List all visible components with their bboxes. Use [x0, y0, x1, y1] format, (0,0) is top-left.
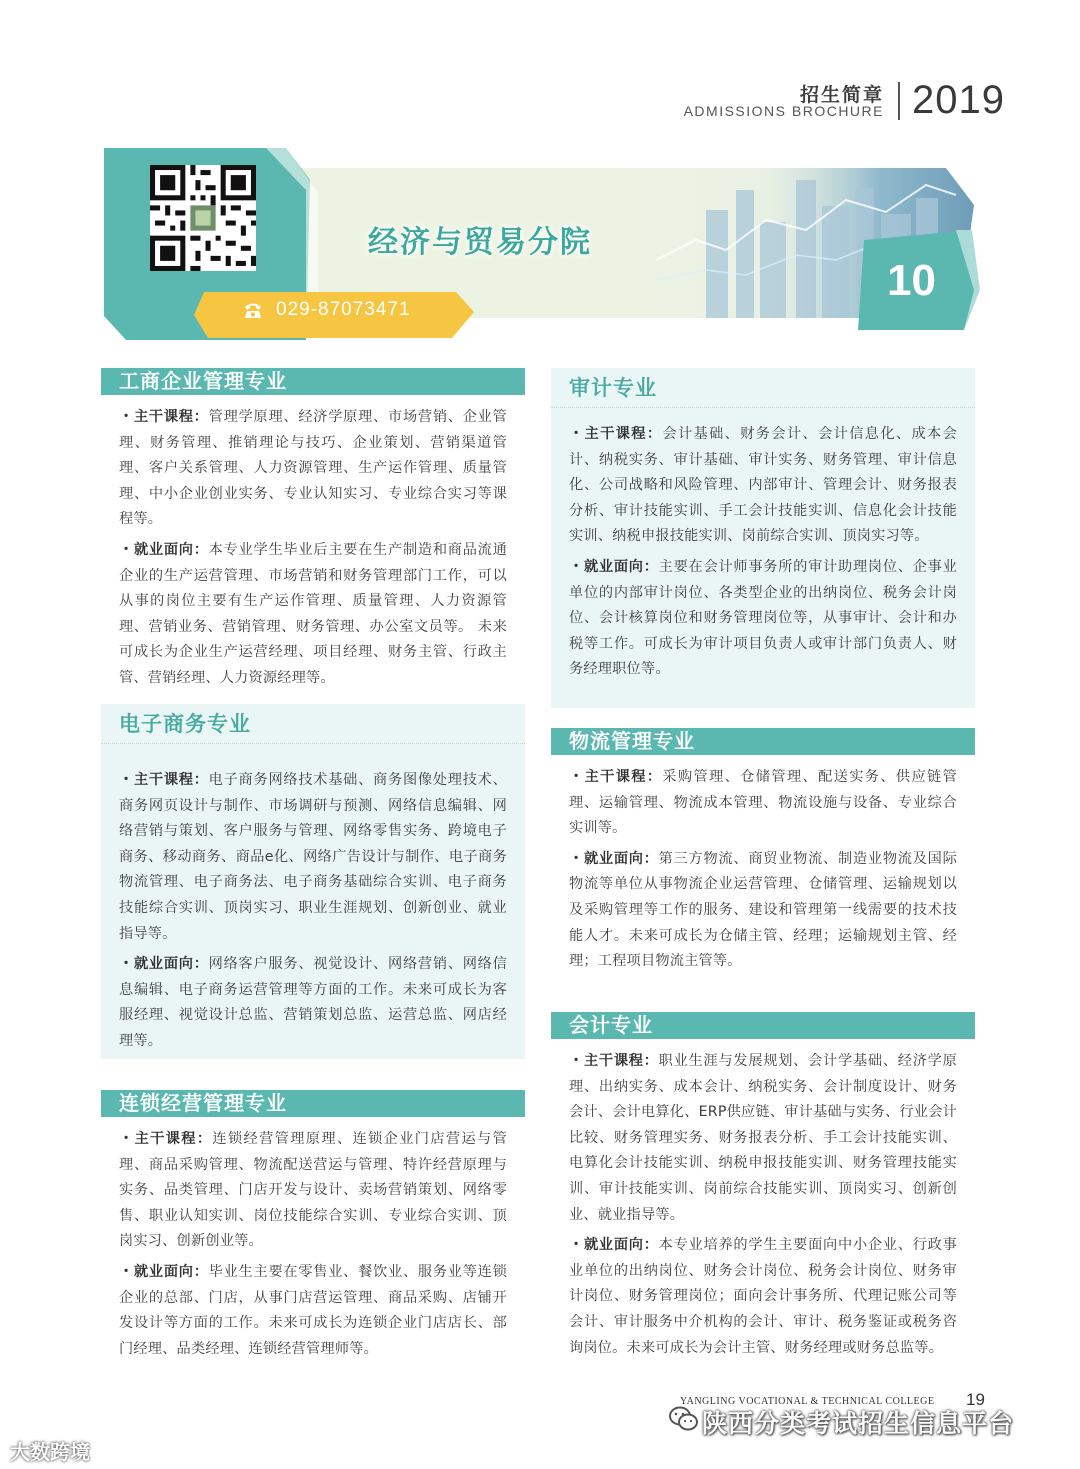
jobs-label: ・就业面向： — [119, 956, 209, 973]
section-title: 电子商务专业 — [101, 704, 525, 744]
main-courses — [569, 765, 957, 842]
watermark-source: 大数跨境 — [10, 1440, 90, 1464]
courses-label: ・主干课程： — [119, 409, 209, 425]
section-dianzi — [101, 704, 525, 1059]
section-title: 工商企业管理专业 — [101, 368, 525, 395]
brochure-title-en: ADMISSIONS BROCHURE — [683, 103, 884, 119]
courses-label: ・主干课程： — [569, 769, 663, 785]
jobs-text: 本专业学生毕业后主要在生产制造和商品流通企业的生产运营管理、市场营销和财务管理部门工作，可以从事的岗位主要有生产运作管理、质量管理、人力资源管理、营销业务、营销管理、财务管理、办公室文员等。 未来可成长为企业生产运营经理、项目经理、财务主管、行政主管、营销经理、人力资源经理等。 — [119, 541, 507, 686]
wechat-icon — [668, 1404, 700, 1434]
jobs-label: ・就业面向： — [119, 1263, 209, 1280]
telephone-icon — [242, 298, 264, 320]
career-directions — [569, 847, 957, 975]
qr-code[interactable] — [150, 165, 256, 271]
jobs-text: 第三方物流、商贸业物流、制造业物流及国际物流等单位从事物流企业运营管理、仓储管理、运输规划以及采购管理等工作的服务、建设和管理第一线需要的技术技能人才。未来可成长为仓储主管、经理；运输规划主管、经理；工程项目物流主管等。 — [569, 850, 957, 970]
career-directions — [119, 952, 507, 1054]
brochure-year: 2019 — [912, 78, 1005, 122]
section-wuliu — [551, 728, 975, 980]
courses-text: 采购管理、仓储管理、配送实务、供应链管理、运输管理、物流成本管理、物流设施与设备、专业综合实训等。 — [569, 769, 957, 837]
courses-text: 连锁经营管理原理、连锁企业门店营运与管理、商品采购管理、物流配送营运与管理、特许经营原理与实务、品类管理、门店开发与设计、卖场营销策划、网络零售、职业认知实训、岗位技能综合实训、专业综合实训、顶岗实习、创新创业等。 — [119, 1131, 507, 1250]
jobs-text: 网络客户服务、视觉设计、网络营销、网络信息编辑、电子商务运营管理等方面的工作。未来可成长为客服经理、视觉设计总监、营销策划总监、运营总监、网店经理等。 — [119, 956, 507, 1049]
section-liansuo — [101, 1090, 525, 1367]
section-title: 审计专业 — [551, 368, 975, 408]
courses-text: 会计基础、财务会计、会计信息化、成本会计、纳税实务、审计基础、审计实务、财务管理、审计信息化、公司战略和风险管理、内部审计、管理会计、财务报表分析、审计技能实训、手工会计技能实训、信息化会计技能实训、纳税申报技能实训、岗前综合实训、顶岗实习等。 — [569, 426, 957, 545]
department-title: 经济与贸易分院 — [368, 225, 592, 260]
qr-code-pattern — [150, 165, 256, 271]
courses-label: ・主干课程： — [569, 1053, 659, 1069]
courses-text: 电子商务网络技术基础、商务图像处理技术、商务网页设计与制作、市场调研与预测、网络信息编辑、网络营销与策划、客户服务与管理、网络零售实务、跨境电子商务、移动商务、商品e化、网络广告设计与制作、电子商务物流管理、电子商务法、电子商务基础综合实训、电子商务技能综合实训、顶岗实习、职业生涯规划、创新创业、就业指导等。 — [119, 772, 507, 942]
main-courses — [569, 422, 957, 550]
jobs-label: ・就业面向： — [569, 850, 659, 867]
section-kuaiji — [551, 1012, 975, 1366]
main-courses — [569, 1049, 957, 1228]
section-title: 物流管理专业 — [551, 728, 975, 755]
courses-text: 职业生涯与发展规划、会计学基础、经济学原理、出纳实务、成本会计、纳税实务、会计制度设计、财务会计、会计电算化、ERP供应链、审计基础与实务、行业会计比较、财务管理实务、财务报表分析、手工会计技能实训、电算化会计技能实训、纳税申报技能实训、财务管理技能实训、审计技能实训、岗前综合技能实训、顶岗实习、创新创业、就业指导等。 — [569, 1053, 957, 1223]
courses-label: ・主干课程： — [119, 772, 209, 788]
section-gongshang — [101, 368, 525, 697]
watermark-platform: 陕西分类考试招生信息平台 — [702, 1409, 1015, 1438]
college-name: YANGLING VOCATIONAL & TECHNICAL COLLEGE — [680, 1396, 935, 1407]
jobs-text: 毕业生主要在零售业、餐饮业、服务业等连锁企业的总部、门店，从事门店营运管理、商品采购、店铺开发设计等方面的工作。未来可成长为连锁企业门店店长、部门经理、品类经理、连锁经营管理师等。 — [119, 1263, 507, 1357]
jobs-label: ・就业面向： — [119, 541, 209, 558]
section-shenji — [551, 368, 975, 708]
jobs-label: ・就业面向： — [569, 1237, 659, 1254]
main-courses — [119, 405, 507, 533]
page-number: 19 — [966, 1390, 985, 1409]
courses-label: ・主干课程： — [569, 426, 663, 442]
main-courses — [119, 768, 507, 947]
jobs-label: ・就业面向： — [569, 558, 659, 575]
jobs-text: 本专业培养的学生主要面向中小企业、行政事业单位的出纳岗位、财务会计岗位、税务会计岗位、财务审计岗位、财务管理岗位；面向会计事务所、代理记账公司等会计、审计服务中介机构的会计、审计、税务鉴证或税务咨询岗位。未来可成长为会计主管、财务经理或财务总监等。 — [569, 1237, 957, 1356]
header-divider — [898, 82, 900, 120]
courses-label: ・主干课程： — [119, 1131, 213, 1147]
department-number: 10 — [887, 256, 936, 305]
main-courses — [119, 1127, 507, 1255]
career-directions — [119, 538, 507, 692]
career-directions — [569, 555, 957, 683]
career-directions — [119, 1260, 507, 1362]
brochure-title-cn: 招生简章 — [799, 84, 884, 106]
section-title: 会计专业 — [551, 1012, 975, 1039]
courses-text: 管理学原理、经济学原理、市场营销、企业管理、财务管理、推销理论与技巧、企业策划、营销渠道管理、客户关系管理、人力资源管理、生产运作管理、质量管理、中小企业创业实务、专业认知实习、专业综合实习等课程等。 — [119, 409, 507, 528]
section-title: 连锁经营管理专业 — [101, 1090, 525, 1117]
jobs-text: 主要在会计师事务所的审计助理岗位、企事业单位的内部审计岗位、各类型企业的出纳岗位、税务会计岗位、会计核算岗位和财务管理岗位等，从事审计、会计和办税等工作。可成长为审计项目负责人或审计部门负责人、财务经理职位等。 — [569, 558, 957, 678]
phone-number[interactable]: 029-87073471 — [276, 299, 411, 320]
career-directions — [569, 1233, 957, 1361]
